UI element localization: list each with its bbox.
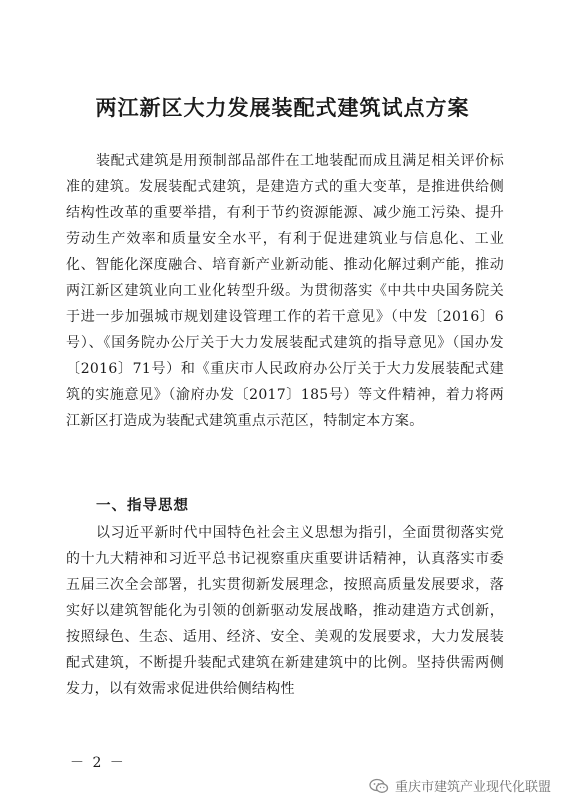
document-title: 两江新区大力发展装配式建筑试点方案: [95, 95, 470, 120]
watermark: [369, 776, 551, 795]
intro-paragraph: 装配式建筑是用预制部品部件在工地装配而成且满足相关评价标准的建筑。发展装配式建筑，是建造方式的重大变革，是推进供给侧结构性改革的重要举措，有利于节约资源能源、减少施工污染、提升劳动生产效率和质量安全水平，有利于促进建筑业与信息化、工业化、智能化深度融合、培育新产业新动能、推动化解过剩产能，推动两江新区建筑业向工业化转型升级。为贯彻落实《中共中央国务院关于进一步加强城市规划建设管理工作的若干意见》（中发〔2016〕6号）、《国务院办公厅关于大力发展装配式建筑的指导意见》（国办发〔2016〕71号）和《重庆市人民政府办公厅关于大力发展装配式建筑的实施意见》（渝府办发〔2017〕185号）等文件精神，着力将两江新区打造成为装配式建筑重点示范区，特制定本方案。: [66, 153, 504, 429]
watermark-text: 重庆市建筑产业现代化联盟: [394, 780, 551, 795]
section-paragraph: 以习近平新时代中国特色社会主义思想为指引，全面贯彻落实党的十九大精神和习近平总书记视察重庆重要讲话精神，认真落实市委五届三次全会部署，扎实贯彻新发展理念，按照高质量发展要求，落实好以建筑智能化为引领的创新驱动发展战略，推动建造方式创新，按照绿色、生态、适用、经济、安全、美观的发展要求，大力发展装配式建筑，不断提升装配式建筑在新建建筑中的比例。坚持供需两侧发力，以有效需求促进供给侧结构性: [66, 525, 504, 697]
wechat-icon: [369, 778, 389, 794]
page-number: － 2 －: [70, 755, 126, 771]
section-heading: 一、指导思想: [96, 498, 189, 514]
